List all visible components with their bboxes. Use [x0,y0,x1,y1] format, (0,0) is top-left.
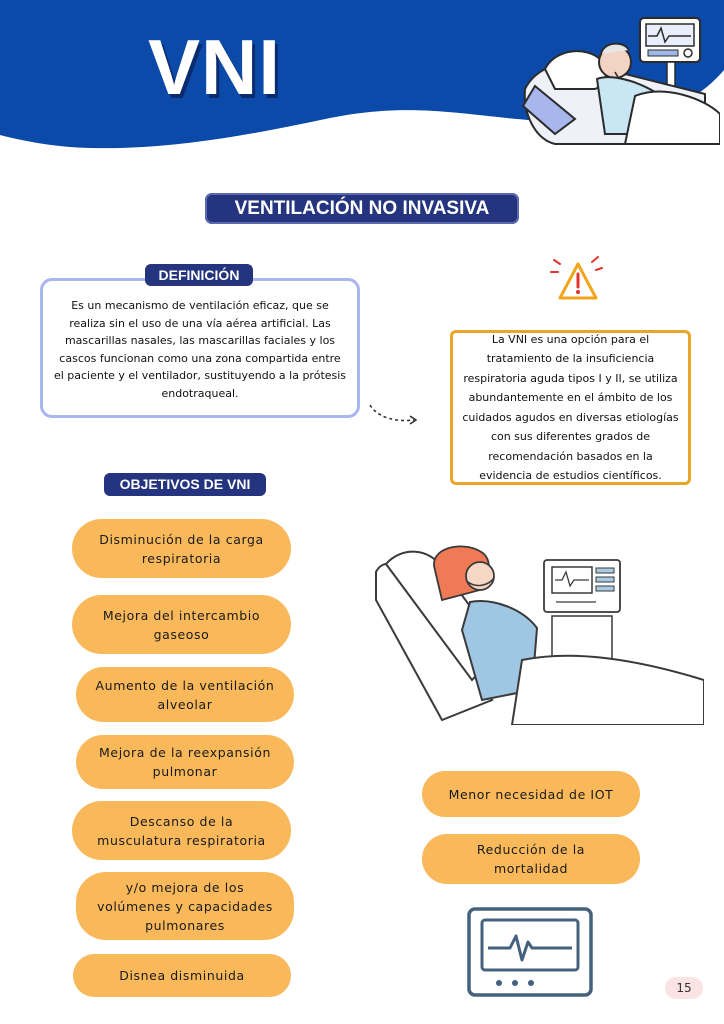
monitor-icon [466,906,594,998]
objective-item: Disminución de la carga respiratoria [72,519,291,578]
section-subtitle: VENTILACIÓN NO INVASIVA [205,193,519,224]
dashed-arrow-icon [366,400,422,428]
info-text: La VNI es una opción para el tratamiento de la insuficiencia respiratoria aguda tipos I y II, se utiliza abundantemente en el ámbito de los cuidados agudos en diversas etiologías con sus diferentes grados de recomendación basados en la evidencia de estudios científicos. [462,332,679,482]
objective-item: Mejora del intercambio gaseoso [72,595,291,654]
definition-text: Es un mecanismo de ventilación eficaz, que se realiza sin el uso de una vía aérea artificial. Las mascarillas nasales, las mascarillas faciales y los cascos funcionan como una zona compartida entre el paciente y el ventilador, sustituyendo a la prótesis endotraqueal. [53,299,347,400]
objective-item: Descanso de la musculatura respiratoria [72,801,291,860]
patient-ventilator-illustration [515,14,720,149]
objective-item: y/o mejora de los volúmenes y capacidades pulmonares [76,872,294,940]
definition-label: DEFINICIÓN [145,264,253,286]
info-box [450,330,691,485]
woman-patient-illustration [372,540,704,725]
objective-item: Menor necesidad de IOT [422,771,640,817]
objectives-label: OBJETIVOS DE VNI [104,473,266,496]
definition-box [40,278,360,418]
objective-item: Reducción de la mortalidad [422,834,640,884]
page-number: 15 [665,977,703,999]
objective-item: Mejora de la reexpansión pulmonar [76,735,294,789]
page-title: VNI [148,23,282,111]
warning-icon [548,252,604,304]
objective-item: Disnea disminuida [73,954,291,997]
objective-item: Aumento de la ventilación alveolar [76,667,294,722]
